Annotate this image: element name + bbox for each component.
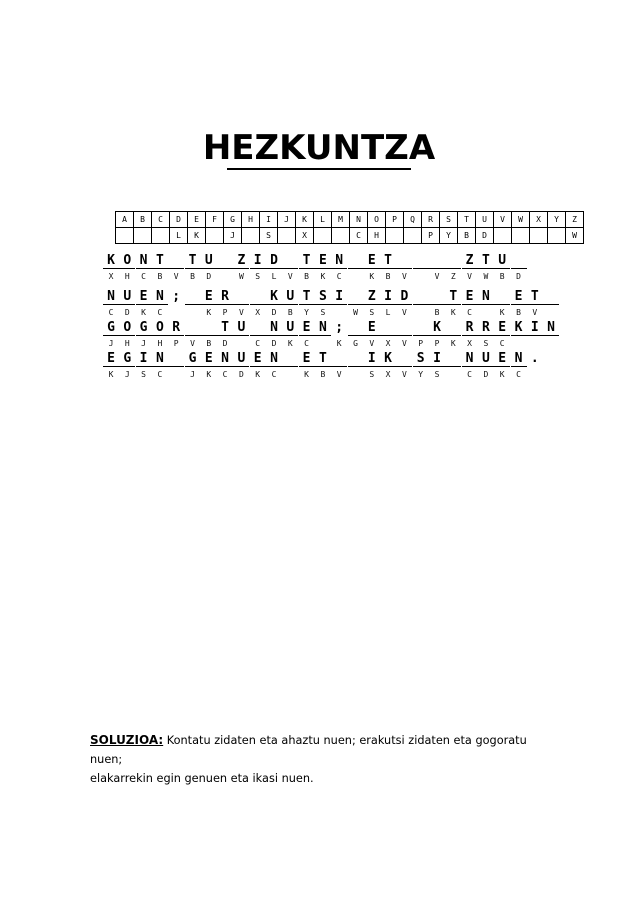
code-cell: J xyxy=(190,370,195,379)
answer-cell[interactable]: U xyxy=(282,321,298,336)
answer-cell[interactable] xyxy=(511,254,527,269)
code-cell xyxy=(331,306,347,320)
cipher-key-table xyxy=(115,211,584,244)
answer-cell[interactable]: I xyxy=(527,321,543,336)
code-cell: X xyxy=(255,308,261,317)
key-letter-cell: D xyxy=(170,212,188,228)
code-cell: K xyxy=(304,370,309,379)
key-code-cell: J xyxy=(224,228,242,244)
key-letter-cell: C xyxy=(152,212,170,228)
code-cell: B xyxy=(304,272,309,281)
code-cell: Y xyxy=(418,370,424,379)
answer-cell[interactable]: E xyxy=(136,290,152,305)
answer-cell[interactable] xyxy=(168,254,184,269)
answer-cell[interactable]: K xyxy=(511,321,527,336)
key-code-cell: D xyxy=(476,228,494,244)
answer-cell[interactable] xyxy=(445,321,461,336)
key-code-cell xyxy=(314,228,332,244)
code-cell: V xyxy=(532,308,538,317)
key-code-cell: X xyxy=(296,228,314,244)
key-code-cell xyxy=(494,228,512,244)
code-cell: K xyxy=(499,308,505,317)
code-cell: D xyxy=(238,370,244,379)
key-letter-cell: O xyxy=(368,212,386,228)
answer-cell[interactable]: N xyxy=(266,352,282,367)
code-cell: K xyxy=(255,370,261,379)
answer-cell[interactable]: E xyxy=(494,352,510,367)
code-cell: C xyxy=(467,370,472,379)
code-cell: V xyxy=(287,272,293,281)
key-letter-cell: H xyxy=(242,212,260,228)
code-cell: P xyxy=(418,339,424,348)
code-cell xyxy=(478,306,494,320)
answer-cell[interactable] xyxy=(396,352,412,367)
code-cell: D xyxy=(222,339,228,348)
answer-cell[interactable] xyxy=(185,290,201,305)
code-cell: K xyxy=(206,370,212,379)
answer-cell[interactable] xyxy=(185,321,201,336)
key-letter-cell: T xyxy=(458,212,476,228)
key-code-cell: S xyxy=(260,228,278,244)
code-cell: J xyxy=(141,339,146,348)
answer-cell[interactable]: U xyxy=(201,254,217,269)
answer-cell[interactable] xyxy=(331,352,347,367)
code-cell: W xyxy=(238,272,244,281)
answer-cell[interactable]: T xyxy=(152,254,168,269)
key-letter-cell: S xyxy=(440,212,458,228)
code-cell: C xyxy=(271,370,277,379)
code-cell: G xyxy=(353,339,358,348)
code-cell: D xyxy=(271,339,277,348)
answer-cell[interactable]: . xyxy=(530,351,539,366)
answer-cell[interactable] xyxy=(413,321,429,336)
code-cell: K xyxy=(450,308,456,317)
answer-cell[interactable]: O xyxy=(119,254,135,269)
answer-cell[interactable] xyxy=(168,352,184,367)
code-cell: D xyxy=(271,308,277,317)
answer-cell[interactable]: G xyxy=(136,321,152,336)
answer-cell[interactable] xyxy=(282,254,298,269)
answer-cell[interactable]: E xyxy=(201,352,217,367)
answer-cell[interactable]: S xyxy=(315,290,331,305)
answer-cell[interactable]: E xyxy=(201,290,217,305)
answer-cell[interactable]: E xyxy=(494,321,510,336)
code-cell: V xyxy=(401,308,407,317)
code-cell: W xyxy=(353,308,358,317)
key-letter-cell: P xyxy=(386,212,404,228)
answer-cell[interactable] xyxy=(413,254,429,269)
key-code-cell: C xyxy=(350,228,368,244)
code-cell: B xyxy=(320,370,326,379)
answer-cell[interactable]: ; xyxy=(335,320,344,335)
answer-cell[interactable]: E xyxy=(299,352,315,367)
title-underline xyxy=(227,168,411,170)
answer-cell[interactable]: D xyxy=(396,290,412,305)
key-code-cell xyxy=(512,228,530,244)
answer-cell[interactable]: N xyxy=(136,254,152,269)
key-code-cell: Y xyxy=(440,228,458,244)
code-cell: S xyxy=(369,370,375,379)
code-cell: V xyxy=(401,339,407,348)
key-letter-cell: B xyxy=(134,212,152,228)
answer-cell[interactable] xyxy=(413,290,429,305)
key-code-cell: W xyxy=(566,228,584,244)
answer-cell[interactable]: I xyxy=(331,290,347,305)
answer-cell[interactable]: N xyxy=(478,290,494,305)
key-letter-cell: W xyxy=(512,212,530,228)
answer-cell[interactable] xyxy=(348,290,364,305)
answer-cell[interactable]: U xyxy=(282,290,298,305)
answer-cell[interactable]: T xyxy=(380,254,396,269)
code-cell: C xyxy=(222,370,228,379)
code-cell: K xyxy=(369,272,375,281)
code-cell: C xyxy=(304,339,309,348)
answer-cell[interactable]: T xyxy=(217,321,233,336)
solution-text-line1: Kontatu zidaten eta ahaztu nuen; erakutsi zidaten eta gogoratu nuen; xyxy=(90,734,527,766)
answer-cell[interactable]: E xyxy=(299,321,315,336)
answer-cell[interactable]: K xyxy=(380,352,396,367)
answer-cell[interactable]: U xyxy=(233,321,249,336)
key-code-cell xyxy=(332,228,350,244)
answer-cell[interactable]: E xyxy=(364,321,380,336)
answer-cell[interactable]: Z xyxy=(364,290,380,305)
answer-cell[interactable] xyxy=(429,290,445,305)
code-cell: D xyxy=(516,272,521,281)
code-cell: H xyxy=(124,339,130,348)
answer-cell[interactable] xyxy=(396,254,412,269)
key-letter-cell: L xyxy=(314,212,332,228)
code-cell: Y xyxy=(304,308,309,317)
code-cell: V xyxy=(369,339,375,348)
code-cell xyxy=(233,337,249,351)
code-cell: L xyxy=(271,272,277,281)
answer-cell[interactable]: T xyxy=(185,254,201,269)
page-title: HEZKUNTZA xyxy=(202,128,436,168)
code-cell: V xyxy=(190,339,195,348)
code-cell: B xyxy=(157,272,163,281)
code-cell xyxy=(413,270,429,284)
key-letter-cell: X xyxy=(530,212,548,228)
answer-cell[interactable]: E xyxy=(103,352,119,367)
key-code-cell xyxy=(206,228,224,244)
key-letter-cell: U xyxy=(476,212,494,228)
key-letter-cell: G xyxy=(224,212,242,228)
key-codes-row xyxy=(116,228,584,244)
answer-cell[interactable]: I xyxy=(136,352,152,367)
answer-cell[interactable]: R xyxy=(168,321,184,336)
answer-cell[interactable]: U xyxy=(478,352,494,367)
key-letter-cell: Z xyxy=(566,212,584,228)
key-code-cell: L xyxy=(170,228,188,244)
answer-cell[interactable]: E xyxy=(364,254,380,269)
code-cell: V xyxy=(238,308,244,317)
code-cell xyxy=(282,368,298,382)
code-cell: C xyxy=(336,272,342,281)
answer-cell[interactable]: R xyxy=(478,321,494,336)
code-cell: S xyxy=(320,308,326,317)
key-letter-cell: N xyxy=(350,212,368,228)
code-cell: C xyxy=(157,370,163,379)
code-cell: B xyxy=(287,308,293,317)
answer-cell[interactable]: T xyxy=(445,290,461,305)
code-cell: V xyxy=(434,272,440,281)
code-cell: B xyxy=(434,308,440,317)
code-cell: D xyxy=(206,272,212,281)
code-cell: K xyxy=(450,339,456,348)
answer-cell[interactable]: I xyxy=(250,254,266,269)
code-cell: C xyxy=(157,308,163,317)
code-cell: S xyxy=(255,272,261,281)
code-cell: J xyxy=(124,370,130,379)
solution-text-line2: elakarrekin egin genuen eta ikasi nuen. xyxy=(90,772,314,785)
answer-cell[interactable]: G xyxy=(119,352,135,367)
code-cell: V xyxy=(173,272,179,281)
key-letter-cell: F xyxy=(206,212,224,228)
code-cell xyxy=(348,270,364,284)
answer-cell[interactable]: N xyxy=(462,352,478,367)
answer-cell[interactable] xyxy=(494,290,510,305)
solution-block xyxy=(90,731,560,788)
code-cell: S xyxy=(141,370,146,379)
answer-cell[interactable]: U xyxy=(494,254,510,269)
answer-cell[interactable] xyxy=(380,321,396,336)
code-cell: P xyxy=(434,339,440,348)
answer-cell[interactable] xyxy=(396,321,412,336)
code-cell: C xyxy=(108,308,114,317)
code-cell xyxy=(315,337,331,351)
key-code-cell: P xyxy=(422,228,440,244)
code-cell: P xyxy=(173,339,179,348)
code-cell xyxy=(217,270,233,284)
key-letter-cell: A xyxy=(116,212,134,228)
answer-cell[interactable]: U xyxy=(233,352,249,367)
answer-cell[interactable] xyxy=(348,352,364,367)
key-letter-cell: V xyxy=(494,212,512,228)
answer-cell[interactable]: N xyxy=(266,321,282,336)
code-cell: B xyxy=(499,272,505,281)
answer-cell[interactable] xyxy=(348,254,364,269)
answer-cell[interactable]: O xyxy=(119,321,135,336)
code-cell: L xyxy=(385,308,391,317)
key-code-cell xyxy=(134,228,152,244)
answer-cell[interactable]: K xyxy=(429,321,445,336)
answer-cell[interactable]: R xyxy=(217,290,233,305)
answer-cell[interactable] xyxy=(543,290,559,305)
answer-cell[interactable] xyxy=(217,254,233,269)
answer-cell[interactable]: N xyxy=(152,352,168,367)
key-code-cell: B xyxy=(458,228,476,244)
key-letter-cell: Q xyxy=(404,212,422,228)
code-cell xyxy=(445,368,461,382)
code-cell: S xyxy=(369,308,375,317)
answer-cell[interactable]: U xyxy=(119,290,135,305)
code-cell: Z xyxy=(450,272,456,281)
answer-cell[interactable]: E xyxy=(315,254,331,269)
code-cell: V xyxy=(467,272,472,281)
answer-cell[interactable]: N xyxy=(315,321,331,336)
answer-cell[interactable]: N xyxy=(217,352,233,367)
key-letters-row xyxy=(116,212,584,228)
key-letter-cell: R xyxy=(422,212,440,228)
code-cell: H xyxy=(157,339,163,348)
key-code-cell xyxy=(548,228,566,244)
answer-cell[interactable]: R xyxy=(462,321,478,336)
answer-cell[interactable]: I xyxy=(364,352,380,367)
key-letter-cell: E xyxy=(188,212,206,228)
code-cell xyxy=(348,368,364,382)
code-cell: J xyxy=(108,339,114,348)
key-code-cell xyxy=(530,228,548,244)
answer-cell[interactable]: T xyxy=(478,254,494,269)
code-cell xyxy=(168,306,184,320)
answer-cell[interactable] xyxy=(250,290,266,305)
code-cell: C xyxy=(467,308,472,317)
answer-cell[interactable]: T xyxy=(299,290,315,305)
code-cell: B xyxy=(516,308,521,317)
code-cell: K xyxy=(206,308,212,317)
code-cell: D xyxy=(483,370,489,379)
code-cell: C xyxy=(141,272,146,281)
code-cell: V xyxy=(401,370,407,379)
answer-cell[interactable]: S xyxy=(413,352,429,367)
code-cell: B xyxy=(190,272,195,281)
key-code-cell xyxy=(404,228,422,244)
code-cell: X xyxy=(467,339,472,348)
answer-cell[interactable] xyxy=(445,254,461,269)
code-cell: K xyxy=(287,339,293,348)
code-cell: K xyxy=(336,339,342,348)
answer-cell[interactable]: N xyxy=(152,290,168,305)
code-cell xyxy=(168,368,184,382)
answer-cell[interactable]: T xyxy=(527,290,543,305)
code-cell: C xyxy=(255,339,261,348)
answer-cell[interactable]: N xyxy=(103,290,119,305)
code-cell: D xyxy=(124,308,130,317)
answer-cell[interactable] xyxy=(445,352,461,367)
code-cell xyxy=(413,306,429,320)
key-code-cell xyxy=(152,228,170,244)
answer-cell[interactable] xyxy=(201,321,217,336)
code-cell: K xyxy=(141,308,146,317)
answer-cell[interactable]: N xyxy=(511,352,527,367)
code-cell: P xyxy=(222,308,228,317)
code-cell: C xyxy=(516,370,521,379)
code-cell: X xyxy=(385,339,391,348)
answer-cell[interactable]: E xyxy=(511,290,527,305)
key-code-cell xyxy=(116,228,134,244)
answer-cell[interactable]: Z xyxy=(233,254,249,269)
answer-cell[interactable]: K xyxy=(266,290,282,305)
key-letter-cell: J xyxy=(278,212,296,228)
answer-cell[interactable]: G xyxy=(103,321,119,336)
answer-cell[interactable]: O xyxy=(152,321,168,336)
answer-cell[interactable]: E xyxy=(462,290,478,305)
answer-cell[interactable]: D xyxy=(266,254,282,269)
answer-cell[interactable]: T xyxy=(299,254,315,269)
code-cell: C xyxy=(499,339,505,348)
key-letter-cell: M xyxy=(332,212,350,228)
code-cell: V xyxy=(336,370,342,379)
answer-cell[interactable]: I xyxy=(380,290,396,305)
answer-cell[interactable]: T xyxy=(315,352,331,367)
answer-cell[interactable]: I xyxy=(429,352,445,367)
key-letter-cell: Y xyxy=(548,212,566,228)
key-code-cell xyxy=(242,228,260,244)
code-cell: K xyxy=(499,370,505,379)
key-letter-cell: I xyxy=(260,212,278,228)
key-code-cell: K xyxy=(188,228,206,244)
key-code-cell xyxy=(278,228,296,244)
answer-cell[interactable]: G xyxy=(185,352,201,367)
code-cell: B xyxy=(385,272,391,281)
code-cell: K xyxy=(108,370,114,379)
code-cell: H xyxy=(124,272,130,281)
answer-cell[interactable] xyxy=(348,321,364,336)
answer-cell[interactable]: N xyxy=(543,321,559,336)
answer-cell[interactable] xyxy=(250,321,266,336)
code-cell: X xyxy=(108,272,114,281)
answer-cell[interactable]: K xyxy=(103,254,119,269)
answer-cell[interactable]: N xyxy=(331,254,347,269)
code-cell: X xyxy=(385,370,391,379)
answer-cell[interactable]: Z xyxy=(462,254,478,269)
solution-label: SOLUZIOA: xyxy=(90,733,164,747)
code-cell: K xyxy=(320,272,326,281)
code-cell: B xyxy=(206,339,212,348)
answer-cell[interactable]: E xyxy=(250,352,266,367)
key-letter-cell: K xyxy=(296,212,314,228)
key-code-cell: H xyxy=(368,228,386,244)
code-cell xyxy=(185,306,201,320)
answer-cell[interactable] xyxy=(429,254,445,269)
key-code-cell xyxy=(386,228,404,244)
code-cell: S xyxy=(434,370,440,379)
code-cell: W xyxy=(483,272,489,281)
code-cell: V xyxy=(401,272,407,281)
answer-cell[interactable] xyxy=(233,290,249,305)
answer-cell[interactable]: ; xyxy=(172,289,181,304)
answer-cell[interactable] xyxy=(282,352,298,367)
code-cell: S xyxy=(483,339,489,348)
